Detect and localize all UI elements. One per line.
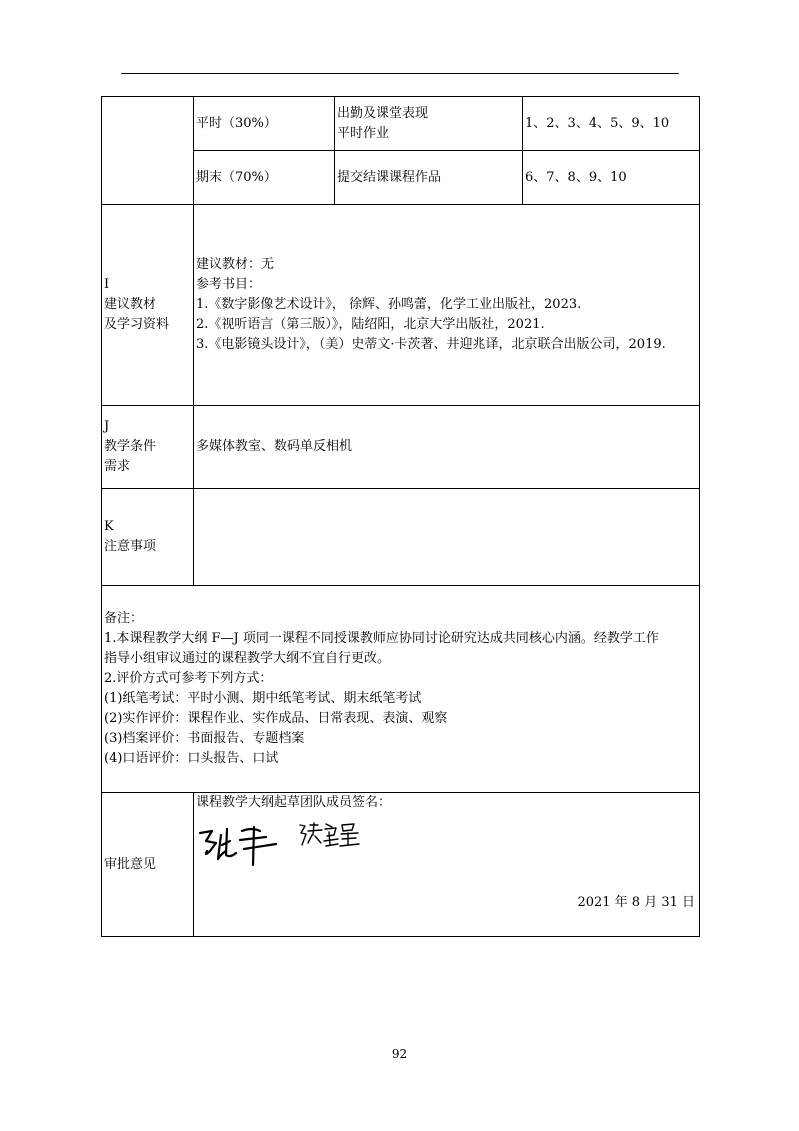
materials-label: I 建议教材 及学习资料 [102,205,194,406]
notes-row [102,489,700,586]
remarks-row [102,586,700,793]
notes-label: K 注意事项 [102,489,194,586]
approval-row [102,793,700,937]
assessment-objectives: 1、2、3、4、5、9、10 [523,97,700,151]
approval-label: 审批意见 [102,793,194,937]
handwritten-signature-1 [196,821,278,869]
assessment-type: 平时（30%） [194,97,335,151]
syllabus-table [101,96,700,937]
assessment-label-cell [102,97,194,205]
assessment-objectives: 6、7、8、9、10 [523,151,700,205]
approval-date: 2021 年 8 月 31 日 [577,895,695,910]
handwritten-signature-2 [296,821,362,851]
assessment-row-regular [102,97,700,151]
approval-content [194,793,700,937]
header-rule [121,73,679,74]
conditions-row [102,406,700,489]
notes-content [194,489,700,586]
conditions-content: 多媒体教室、数码单反相机 [194,406,700,489]
assessment-content: 出勤及课堂表现 平时作业 [335,97,523,151]
remarks-content: 备注： 1.本课程教学大纲 F—J 项同一课程不同授课教师应协同讨论研究达成共同核心内涵。经教学工作 指导小组审议通过的课程教学大纲不宜自行更改。 2.评价方式可参考下列方式： (1)纸笔考试：平时小测、期中纸笔考试、期末纸笔考试 (2)实作评价：课程作业、实作成品、日常表现、表演、观察 (3)档案评价：书面报告、专题档案 (4)口语评价：口头报告、口试 [102,586,700,793]
assessment-type: 期末（70%） [194,151,335,205]
assessment-content: 提交结课课程作品 [335,151,523,205]
materials-row [102,205,700,406]
conditions-label: J 教学条件 需求 [102,406,194,489]
signature-title: 课程教学大纲起草团队成员签名： [196,795,392,810]
page-number: 92 [391,1047,408,1061]
materials-content: 建议教材：无 参考书目： 1.《数字影像艺术设计》， 徐辉、孙鸣蕾，化学工业出版社，2023. 2.《视听语言（第三版）》，陆绍阳，北京大学出版社，2021. 3.《电影镜头设计》，（美）史蒂文·卡茨著、井迎兆译，北京联合出版公司，2019. [194,205,700,406]
